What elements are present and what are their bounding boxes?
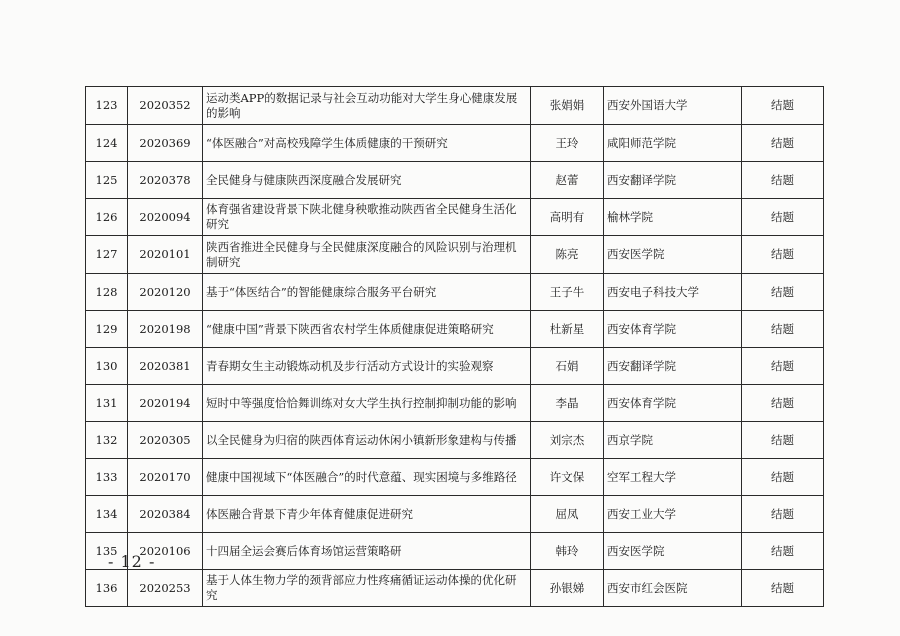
project-unit: 西京学院 bbox=[604, 422, 742, 459]
project-leader: 王子牛 bbox=[531, 274, 604, 311]
project-unit: 西安市红会医院 bbox=[604, 570, 742, 607]
project-code: 2020305 bbox=[128, 422, 203, 459]
project-title: 基于人体生物力学的颈背部应力性疼痛循证运动体操的优化研究 bbox=[203, 570, 531, 607]
table-row bbox=[86, 570, 824, 607]
project-number: 132 bbox=[86, 422, 128, 459]
table-row bbox=[86, 274, 824, 311]
project-unit: 西安翻译学院 bbox=[604, 162, 742, 199]
project-leader: 陈亮 bbox=[531, 236, 604, 274]
project-status: 结题 bbox=[742, 348, 824, 385]
project-unit: 西安电子科技大学 bbox=[604, 274, 742, 311]
project-title: 青春期女生主动锻炼动机及步行活动方式设计的实验观察 bbox=[203, 348, 531, 385]
project-unit: 西安体育学院 bbox=[604, 385, 742, 422]
project-code: 2020384 bbox=[128, 496, 203, 533]
project-leader: 韩玲 bbox=[531, 533, 604, 570]
project-title: 体育强省建设背景下陕北健身秧歌推动陕西省全民健身生活化研究 bbox=[203, 199, 531, 236]
table-row bbox=[86, 459, 824, 496]
table-row bbox=[86, 348, 824, 385]
project-code: 2020194 bbox=[128, 385, 203, 422]
project-code: 2020101 bbox=[128, 236, 203, 274]
project-code: 2020120 bbox=[128, 274, 203, 311]
project-number: 129 bbox=[86, 311, 128, 348]
table-row bbox=[86, 533, 824, 570]
page-number: - 12 - bbox=[108, 552, 156, 571]
project-status: 结题 bbox=[742, 125, 824, 162]
project-leader: 李晶 bbox=[531, 385, 604, 422]
table-row bbox=[86, 87, 824, 125]
project-number: 130 bbox=[86, 348, 128, 385]
project-unit: 咸阳师范学院 bbox=[604, 125, 742, 162]
table-row bbox=[86, 385, 824, 422]
project-title: 健康中国视域下“体医融合”的时代意蕴、现实困境与多维路径 bbox=[203, 459, 531, 496]
project-leader: 王玲 bbox=[531, 125, 604, 162]
project-title: 运动类APP的数据记录与社会互动功能对大学生身心健康发展的影响 bbox=[203, 87, 531, 125]
project-number: 128 bbox=[86, 274, 128, 311]
project-title: “体医融合”对高校残障学生体质健康的干预研究 bbox=[203, 125, 531, 162]
project-number: 123 bbox=[86, 87, 128, 125]
project-unit: 空军工程大学 bbox=[604, 459, 742, 496]
project-unit: 西安翻译学院 bbox=[604, 348, 742, 385]
project-code: 2020352 bbox=[128, 87, 203, 125]
project-status: 结题 bbox=[742, 87, 824, 125]
project-title: 短时中等强度恰恰舞训练对女大学生执行控制抑制功能的影响 bbox=[203, 385, 531, 422]
project-status: 结题 bbox=[742, 311, 824, 348]
table-row bbox=[86, 496, 824, 533]
project-status: 结题 bbox=[742, 496, 824, 533]
project-leader: 刘宗杰 bbox=[531, 422, 604, 459]
project-unit: 西安外国语大学 bbox=[604, 87, 742, 125]
project-unit: 榆林学院 bbox=[604, 199, 742, 236]
project-leader: 高明有 bbox=[531, 199, 604, 236]
project-leader: 孙银娣 bbox=[531, 570, 604, 607]
table-row bbox=[86, 162, 824, 199]
project-number: 135 bbox=[86, 533, 128, 570]
project-code: 2020094 bbox=[128, 199, 203, 236]
project-code: 2020170 bbox=[128, 459, 203, 496]
project-status: 结题 bbox=[742, 422, 824, 459]
project-status: 结题 bbox=[742, 533, 824, 570]
project-number: 134 bbox=[86, 496, 128, 533]
project-leader: 赵蕾 bbox=[531, 162, 604, 199]
project-code: 2020106 bbox=[128, 533, 203, 570]
project-number: 127 bbox=[86, 236, 128, 274]
project-status: 结题 bbox=[742, 570, 824, 607]
project-unit: 西安医学院 bbox=[604, 236, 742, 274]
project-status: 结题 bbox=[742, 385, 824, 422]
table-row bbox=[86, 125, 824, 162]
project-unit: 西安医学院 bbox=[604, 533, 742, 570]
table-row bbox=[86, 311, 824, 348]
project-leader: 杜新星 bbox=[531, 311, 604, 348]
project-number: 131 bbox=[86, 385, 128, 422]
project-code: 2020381 bbox=[128, 348, 203, 385]
table-row bbox=[86, 199, 824, 236]
project-table bbox=[85, 86, 824, 607]
project-title: 全民健身与健康陕西深度融合发展研究 bbox=[203, 162, 531, 199]
project-unit: 西安体育学院 bbox=[604, 311, 742, 348]
project-status: 结题 bbox=[742, 274, 824, 311]
project-code: 2020369 bbox=[128, 125, 203, 162]
project-leader: 许文保 bbox=[531, 459, 604, 496]
project-number: 133 bbox=[86, 459, 128, 496]
project-title: 基于“体医结合”的智能健康综合服务平台研究 bbox=[203, 274, 531, 311]
project-leader: 张娟娟 bbox=[531, 87, 604, 125]
table-row bbox=[86, 422, 824, 459]
project-leader: 石娟 bbox=[531, 348, 604, 385]
project-code: 2020378 bbox=[128, 162, 203, 199]
project-code: 2020253 bbox=[128, 570, 203, 607]
project-title: 十四届全运会赛后体育场馆运营策略研 bbox=[203, 533, 531, 570]
project-status: 结题 bbox=[742, 459, 824, 496]
project-number: 125 bbox=[86, 162, 128, 199]
project-title: 以全民健身为归宿的陕西体育运动休闲小镇新形象建构与传播 bbox=[203, 422, 531, 459]
project-number: 136 bbox=[86, 570, 128, 607]
project-status: 结题 bbox=[742, 162, 824, 199]
project-unit: 西安工业大学 bbox=[604, 496, 742, 533]
project-title: 体医融合背景下青少年体育健康促进研究 bbox=[203, 496, 531, 533]
table-row bbox=[86, 236, 824, 274]
project-title: “健康中国”背景下陕西省农村学生体质健康促进策略研究 bbox=[203, 311, 531, 348]
project-status: 结题 bbox=[742, 199, 824, 236]
project-leader: 屈凤 bbox=[531, 496, 604, 533]
project-number: 124 bbox=[86, 125, 128, 162]
project-code: 2020198 bbox=[128, 311, 203, 348]
project-status: 结题 bbox=[742, 236, 824, 274]
project-number: 126 bbox=[86, 199, 128, 236]
project-title: 陕西省推进全民健身与全民健康深度融合的风险识别与治理机制研究 bbox=[203, 236, 531, 274]
project-table-body bbox=[86, 87, 824, 607]
